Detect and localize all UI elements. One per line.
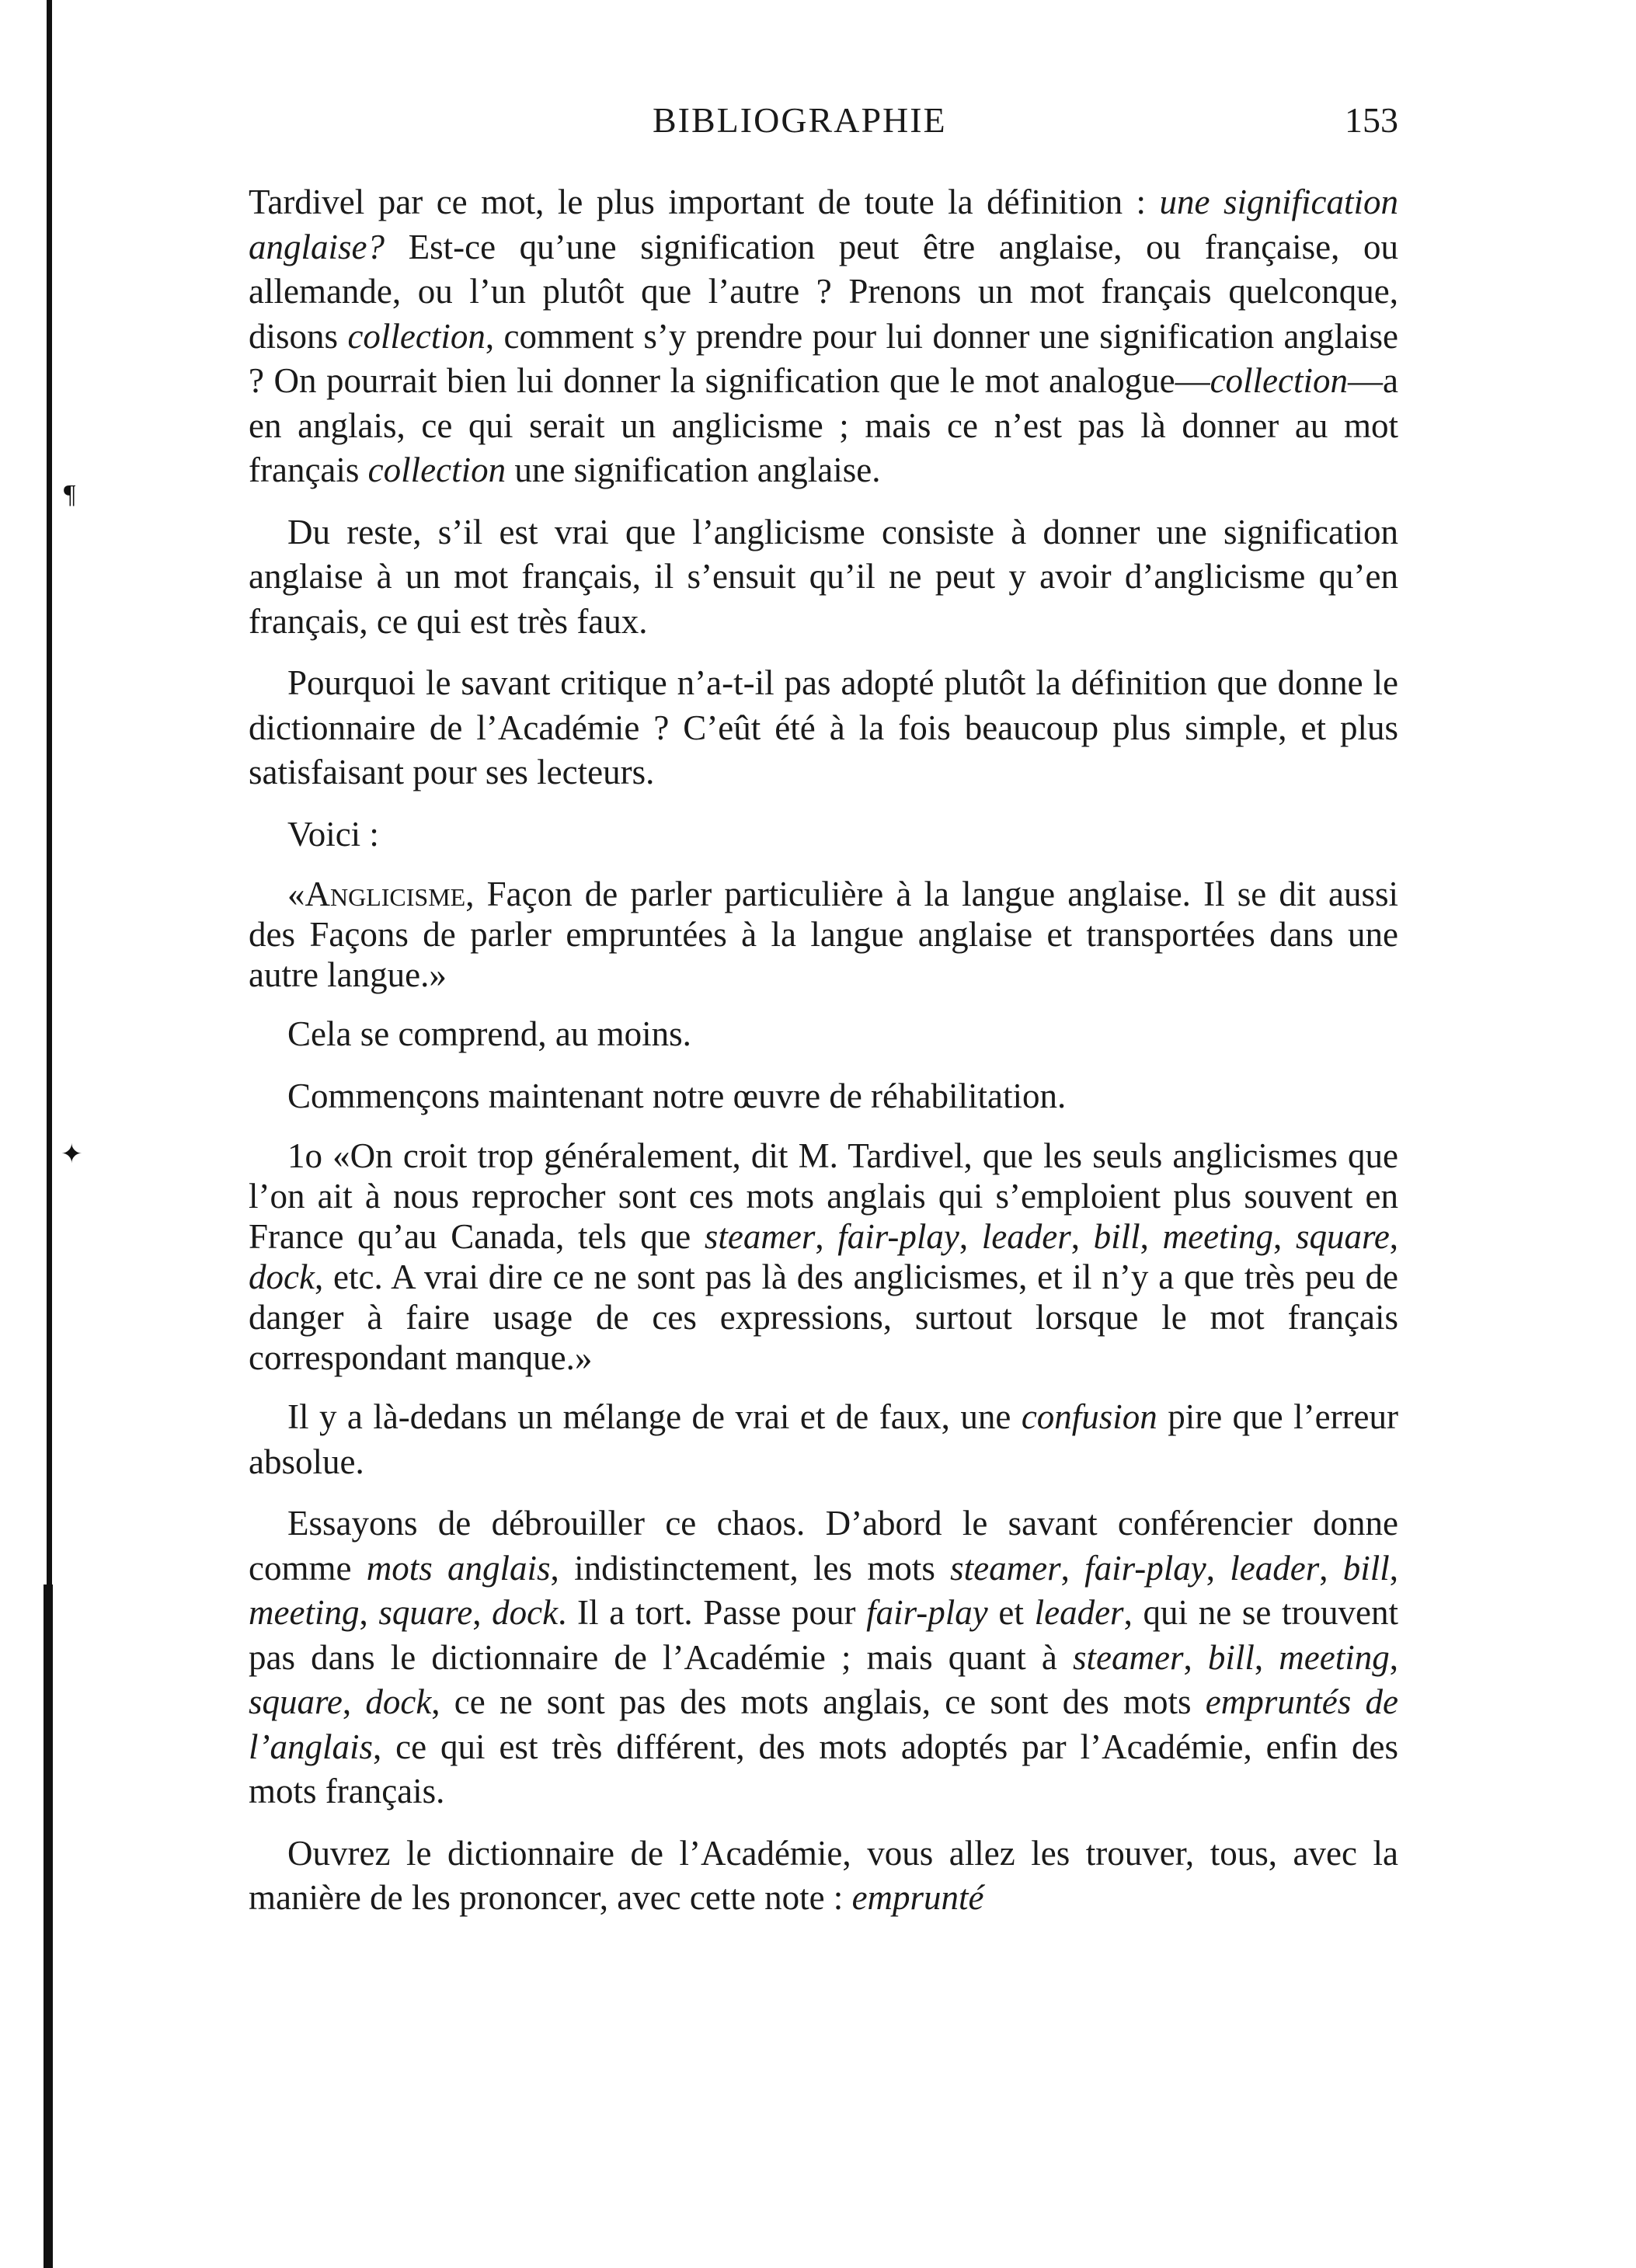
margin-pilcrow-mark: ¶ [64, 480, 76, 509]
paragraph [249, 1074, 1398, 1119]
italic-text: leader [1230, 1548, 1320, 1588]
italic-text: square [249, 1682, 343, 1721]
paragraph [249, 1831, 1398, 1921]
text-run: , [1206, 1548, 1230, 1588]
text-run: , ce ne sont pas des mots anglais, ce sont des mots [431, 1682, 1206, 1721]
italic-text: square [378, 1593, 473, 1632]
page-number: 153 [1345, 100, 1398, 140]
text-run: , [1389, 1637, 1398, 1677]
italic-text: bill [1207, 1637, 1255, 1677]
text-run: , [359, 1593, 379, 1632]
text-run: Cela se comprend, au moins. [287, 1014, 691, 1053]
text-run: , comment s’y prendre pour lui donner une signification anglaise ? On pourrait bien lui donner la signification que le mot analogue— [249, 316, 1398, 400]
text-run: Est-ce qu’une signification peut être anglaise, ou française, ou allemande, ou l’un plutôt que l’autre ? Prenons un mot français quelconque, disons [249, 227, 1398, 356]
paragraph [249, 180, 1398, 493]
italic-text: collection [367, 450, 506, 489]
text-run: , etc. A vrai dire ce ne sont pas là des anglicismes, et il n’y a que très peu de danger à faire usage de ces expressions, surtout lorsque le mot français correspondant manque.» [249, 1257, 1398, 1377]
text-run: , qui ne se trouvent pas dans le dictionnaire de l’Académie ; mais quant à [249, 1593, 1398, 1677]
text-run: « [287, 875, 305, 913]
italic-text: mots anglais [366, 1548, 551, 1588]
text-run: , indistinctement, les mots [550, 1548, 951, 1588]
italic-text: dock [492, 1593, 559, 1632]
text-run: , [1140, 1217, 1163, 1256]
italic-text: bill [1342, 1548, 1390, 1588]
text-run: une signification anglaise. [506, 450, 881, 489]
text-run: , Façon de parler particulière à la langue anglaise. Il se dit aussi des Façons de parler empruntées à la langue anglaise et transportées dans une autre langue.» [249, 875, 1398, 994]
italic-text: fair-play [1084, 1548, 1206, 1588]
italic-text: empruntés de l’anglais [249, 1682, 1398, 1766]
text-run: Voici : [287, 814, 379, 854]
text-run: pire que l’erreur absolue. [249, 1397, 1398, 1481]
text-run: , [1319, 1548, 1343, 1588]
italic-text: steamer [1073, 1637, 1184, 1677]
paragraph [249, 1395, 1398, 1484]
body-text [249, 180, 1398, 1938]
running-title: BIBLIOGRAPHIE [653, 100, 947, 140]
text-run: , [1254, 1637, 1279, 1677]
text-run: et [987, 1593, 1035, 1632]
italic-text: emprunté [851, 1878, 984, 1917]
small-caps-term: Anglicisme [305, 875, 466, 913]
binding-edge-shadow [44, 1584, 53, 2268]
italic-text: steamer [950, 1548, 1061, 1588]
text-run: , [1389, 1548, 1399, 1588]
italic-text: meeting [1279, 1637, 1390, 1677]
italic-text: steamer [704, 1217, 816, 1256]
italic-text: leader [1034, 1593, 1124, 1632]
paragraph [249, 1136, 1398, 1378]
text-run: Pourquoi le savant critique n’a-t-il pas adopté plutôt la définition que donne le dictionnaire de l’Académie ? C’eût été à la fois beaucoup plus simple, et plus satisfaisant pour ses lecteurs. [249, 663, 1398, 791]
text-run: , [1273, 1217, 1296, 1256]
page-header [249, 99, 1398, 146]
italic-text: meeting [1162, 1217, 1274, 1256]
italic-text: confusion [1021, 1397, 1157, 1436]
margin-ornament-mark: ✦ [61, 1140, 83, 1169]
text-run: Il y a là-dedans un mélange de vrai et de faux, une [287, 1397, 1022, 1436]
text-run: , [815, 1217, 838, 1256]
italic-text: collection [347, 316, 486, 356]
text-run: Essayons de débrouiller ce chaos. D’abord le savant conférencier donne comme [249, 1504, 1398, 1588]
paragraph [249, 812, 1398, 857]
text-run: , [342, 1682, 366, 1721]
italic-text: une signification anglaise? [249, 183, 1398, 266]
italic-text: square [1295, 1217, 1390, 1256]
italic-text: dock [249, 1257, 315, 1296]
text-run: Commençons maintenant notre œuvre de réhabilitation. [287, 1076, 1067, 1115]
paragraph [249, 874, 1398, 995]
text-run: , [1389, 1217, 1399, 1256]
text-run: 1o «On croit trop généralement, dit M. Tardivel, que les seuls anglicismes que l’on ait à nous reprocher sont ces mots anglais qui s’emploient plus souvent en France qu’au Canada, tels que [249, 1136, 1398, 1256]
italic-text: fair-play [837, 1217, 959, 1256]
text-run: —a en anglais, ce qui serait un anglicisme ; mais ce n’est pas là donner au mot français [249, 361, 1398, 489]
italic-text: collection [1210, 361, 1349, 400]
italic-text: fair-play [866, 1593, 988, 1632]
text-run: , [472, 1593, 493, 1632]
text-run: Du reste, s’il est vrai que l’anglicisme consiste à donner une signification anglaise à un mot français, il s’ensuit qu’il ne peut y avoir d’anglicisme qu’en français, ce qui est très faux. [249, 512, 1398, 641]
italic-text: meeting [249, 1593, 360, 1632]
text-run: , [959, 1217, 982, 1256]
text-run: , ce qui est très différent, des mots adoptés par l’Académie, enfin des mots français. [249, 1727, 1398, 1811]
text-run: Tardivel par ce mot, le plus important de toute la définition : [249, 183, 1160, 221]
italic-text: bill [1093, 1217, 1140, 1256]
text-run: Ouvrez le dictionnaire de l’Académie, vous allez les trouver, tous, avec la manière de les prononcer, avec cette note : [249, 1833, 1398, 1917]
italic-text: leader [981, 1217, 1071, 1256]
text-run: , [1060, 1548, 1085, 1588]
paragraph [249, 1012, 1398, 1057]
paragraph [249, 510, 1398, 645]
paragraph [249, 1501, 1398, 1814]
text-run: , [1070, 1217, 1094, 1256]
italic-text: dock [365, 1682, 432, 1721]
text-run: . Il a tort. Passe pour [558, 1593, 867, 1632]
paragraph [249, 661, 1398, 795]
text-run: , [1183, 1637, 1208, 1677]
